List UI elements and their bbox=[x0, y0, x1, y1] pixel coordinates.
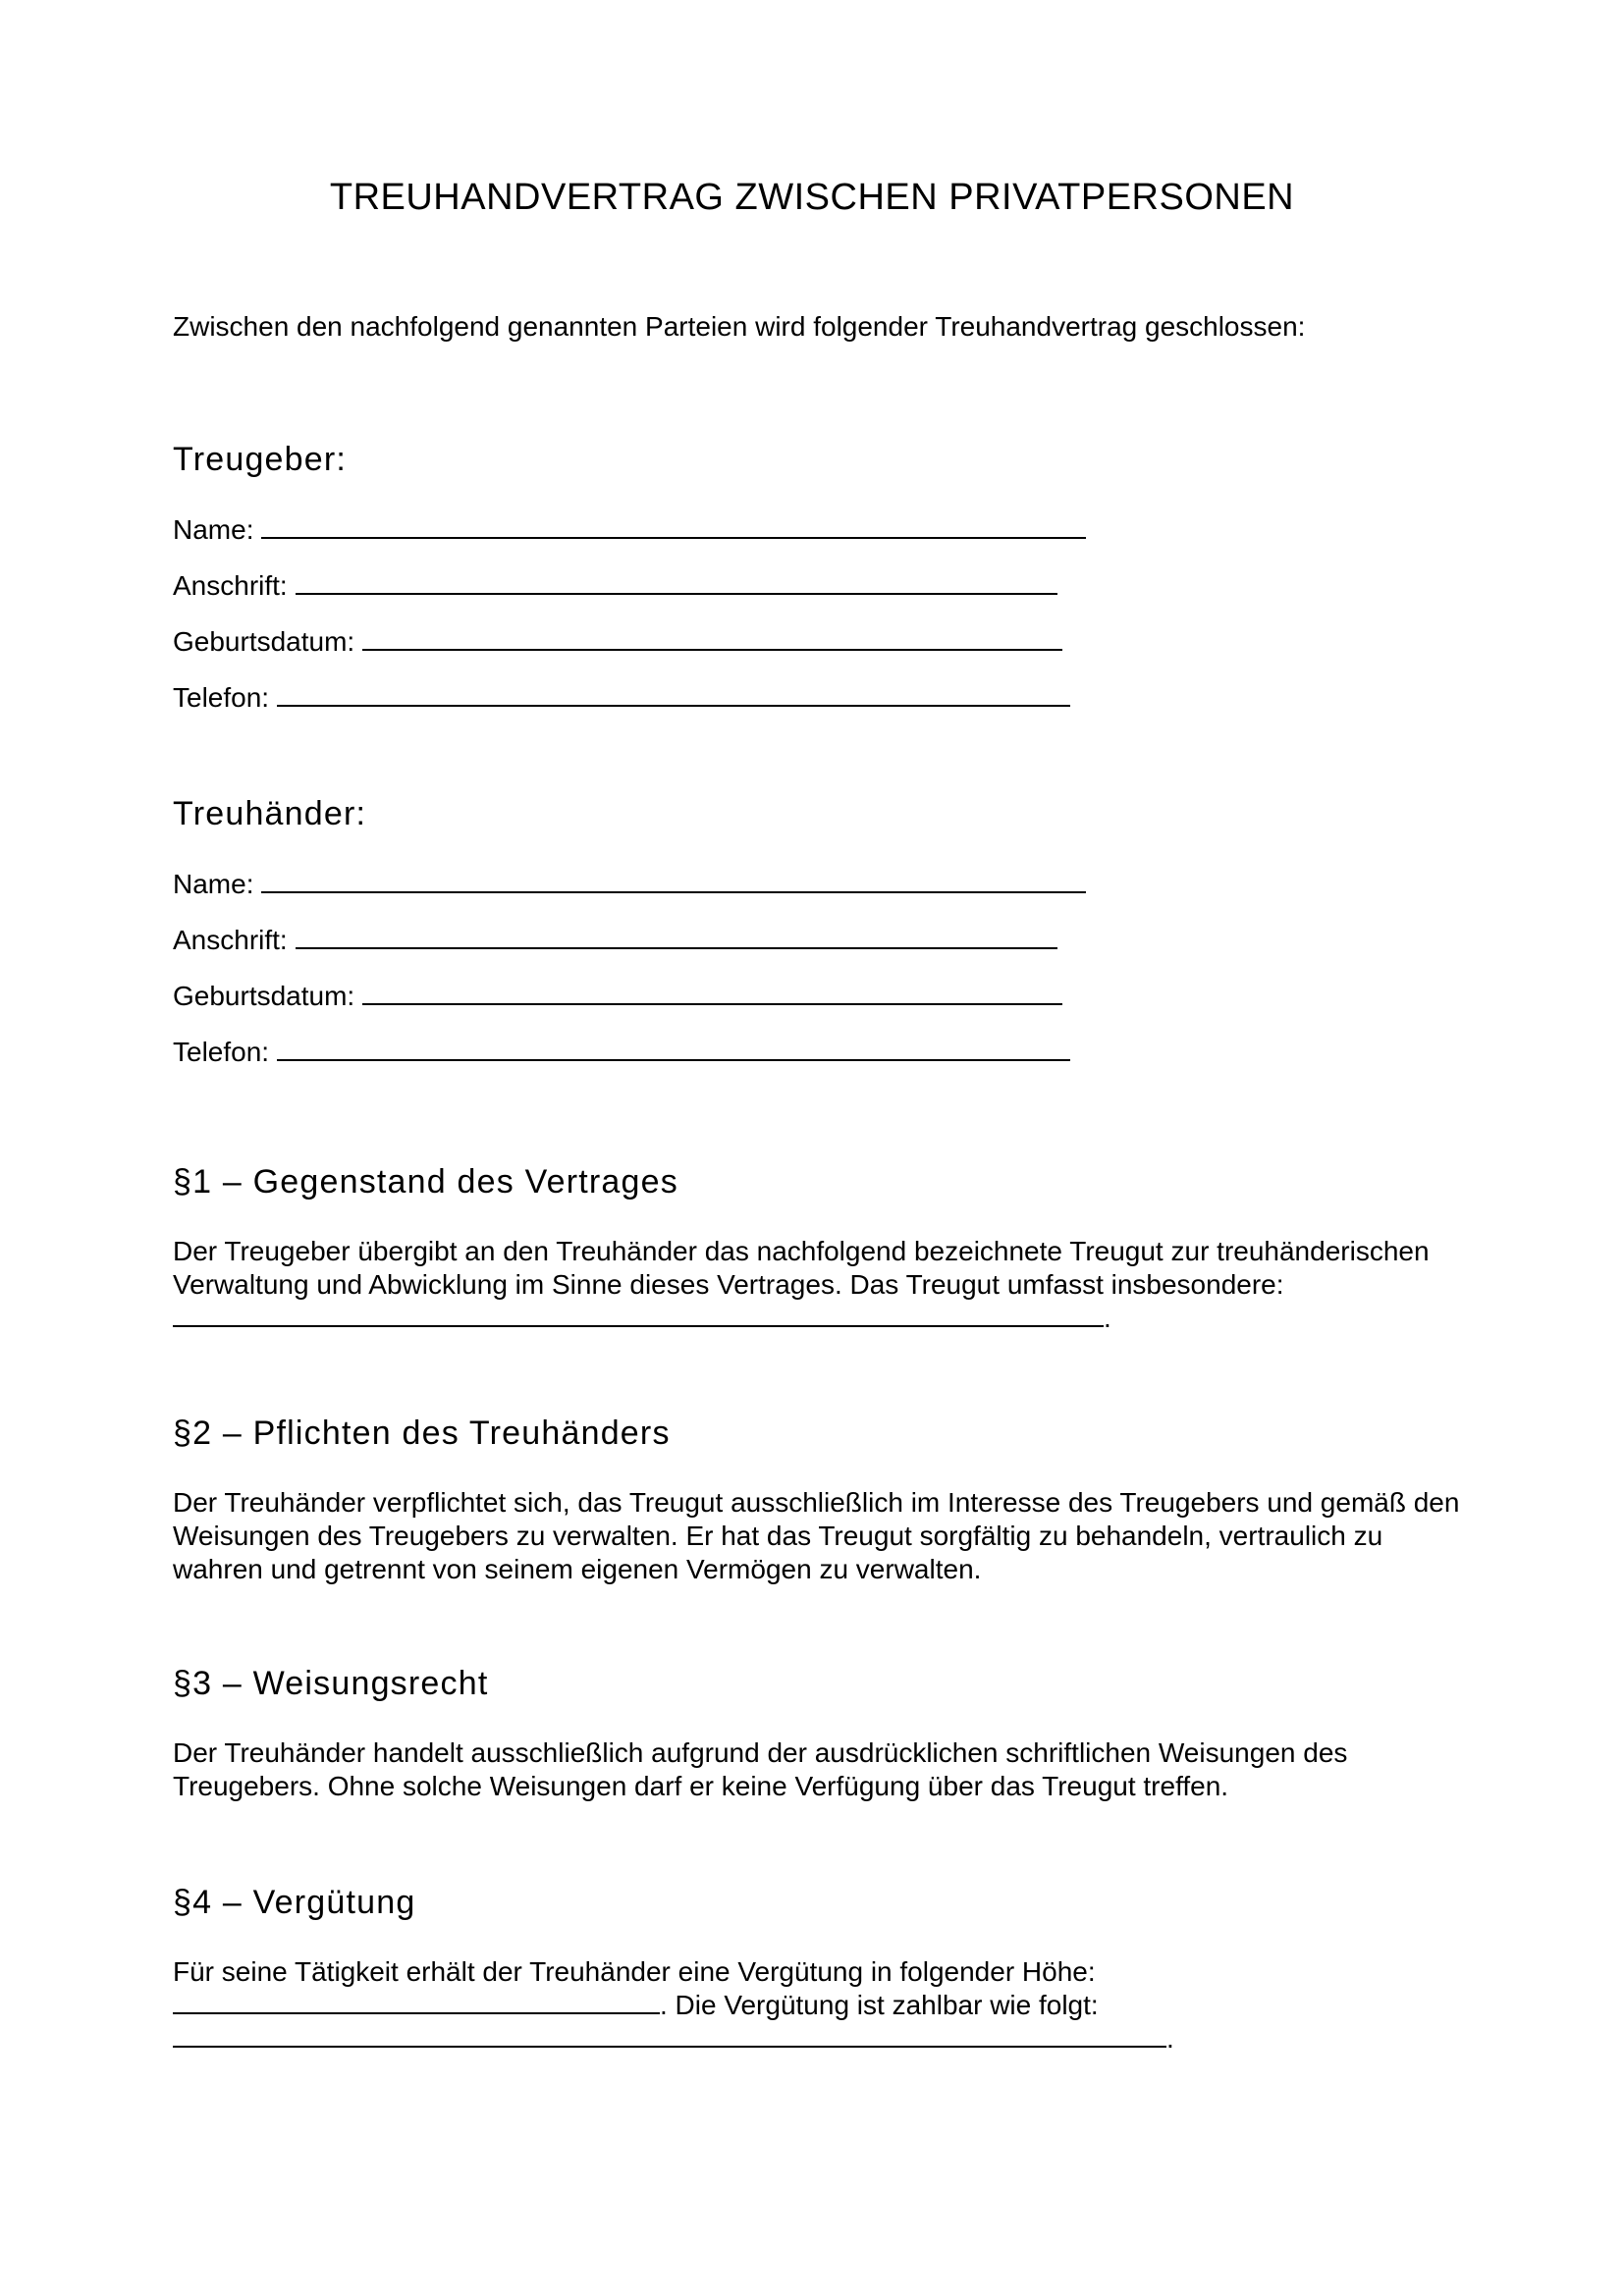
fill-in-line[interactable] bbox=[261, 866, 1086, 893]
section-4-body bbox=[173, 1955, 1489, 2056]
field-label: Name: bbox=[173, 514, 254, 545]
paragraph-line: Der Treuhänder handelt ausschließlich aufgrund der ausdrücklichen schriftlichen Weisungen des bbox=[173, 1737, 1348, 1768]
section-2-heading: §2 – Pflichten des Treuhänders bbox=[173, 1415, 671, 1452]
field-label: Anschrift: bbox=[173, 925, 288, 955]
treuhaender-telefon-field[interactable] bbox=[173, 1034, 1070, 1069]
treugeber-telefon-field[interactable] bbox=[173, 679, 1070, 715]
paragraph-line: Für seine Tätigkeit erhält der Treuhänder eine Vergütung in folgender Höhe: bbox=[173, 1956, 1096, 1987]
paragraph-text: . Die Vergütung ist zahlbar wie folgt: bbox=[660, 1990, 1099, 2020]
fill-in-line[interactable] bbox=[296, 922, 1057, 949]
treuhaender-name-field[interactable] bbox=[173, 866, 1086, 901]
section-2-body bbox=[173, 1486, 1489, 1586]
fill-in-line[interactable] bbox=[296, 567, 1057, 595]
paragraph-line: wahren und getrennt von seinem eigenen Vermögen zu verwalten. bbox=[173, 1554, 982, 1584]
field-label: Anschrift: bbox=[173, 570, 288, 601]
intro-text: Zwischen den nachfolgend genannten Parteien wird folgender Treuhandvertrag geschlossen: bbox=[173, 311, 1306, 342]
treugeber-heading: Treugeber: bbox=[173, 441, 348, 478]
paragraph-line: Der Treuhänder verpflichtet sich, das Treugut ausschließlich im Interesse des Treugebers und gemäß den bbox=[173, 1487, 1460, 1518]
field-label: Geburtsdatum: bbox=[173, 981, 355, 1011]
paragraph-line bbox=[173, 1302, 1489, 1335]
field-label: Name: bbox=[173, 869, 254, 899]
paragraph-line bbox=[173, 1989, 1489, 2022]
field-label: Geburtsdatum: bbox=[173, 626, 355, 657]
treuhaender-heading: Treuhänder: bbox=[173, 795, 367, 832]
paragraph-line: Weisungen des Treugebers zu verwalten. Er hat das Treugut sorgfältig zu behandeln, vertraulich zu bbox=[173, 1521, 1383, 1551]
document-title: TREUHANDVERTRAG ZWISCHEN PRIVATPERSONEN bbox=[329, 177, 1295, 218]
paragraph-line: Treugebers. Ohne solche Weisungen darf er keine Verfügung über das Treugut treffen. bbox=[173, 1771, 1229, 1801]
section-1-heading: §1 – Gegenstand des Vertrages bbox=[173, 1163, 678, 1201]
period-text: . bbox=[1104, 1303, 1111, 1333]
treugeber-geburtsdatum-field[interactable] bbox=[173, 623, 1062, 659]
fill-in-line[interactable] bbox=[173, 1302, 1104, 1327]
field-label: Telefon: bbox=[173, 682, 270, 713]
treuhaender-anschrift-field[interactable] bbox=[173, 922, 1057, 957]
fill-in-line[interactable] bbox=[173, 2022, 1166, 2048]
treugeber-anschrift-field[interactable] bbox=[173, 567, 1057, 603]
section-3-heading: §3 – Weisungsrecht bbox=[173, 1665, 489, 1702]
fill-in-line[interactable] bbox=[173, 1989, 660, 2014]
paragraph-line: Der Treugeber übergibt an den Treuhänder das nachfolgend bezeichnete Treugut zur treuhänderischen bbox=[173, 1236, 1430, 1266]
paragraph-line: Verwaltung und Abwicklung im Sinne dieses Vertrages. Das Treugut umfasst insbesondere: bbox=[173, 1269, 1284, 1300]
treugeber-name-field[interactable] bbox=[173, 511, 1086, 547]
fill-in-line[interactable] bbox=[362, 978, 1062, 1005]
fill-in-line[interactable] bbox=[362, 623, 1062, 651]
treuhaender-geburtsdatum-field[interactable] bbox=[173, 978, 1062, 1013]
fill-in-line[interactable] bbox=[261, 511, 1086, 539]
section-4-heading: §4 – Vergütung bbox=[173, 1884, 416, 1921]
fill-in-line[interactable] bbox=[277, 1034, 1070, 1061]
fill-in-line[interactable] bbox=[277, 679, 1070, 707]
paragraph-line bbox=[173, 2022, 1489, 2056]
section-1-body bbox=[173, 1235, 1489, 1335]
period-text: . bbox=[1166, 2023, 1174, 2054]
field-label: Telefon: bbox=[173, 1037, 270, 1067]
section-3-body bbox=[173, 1736, 1489, 1803]
